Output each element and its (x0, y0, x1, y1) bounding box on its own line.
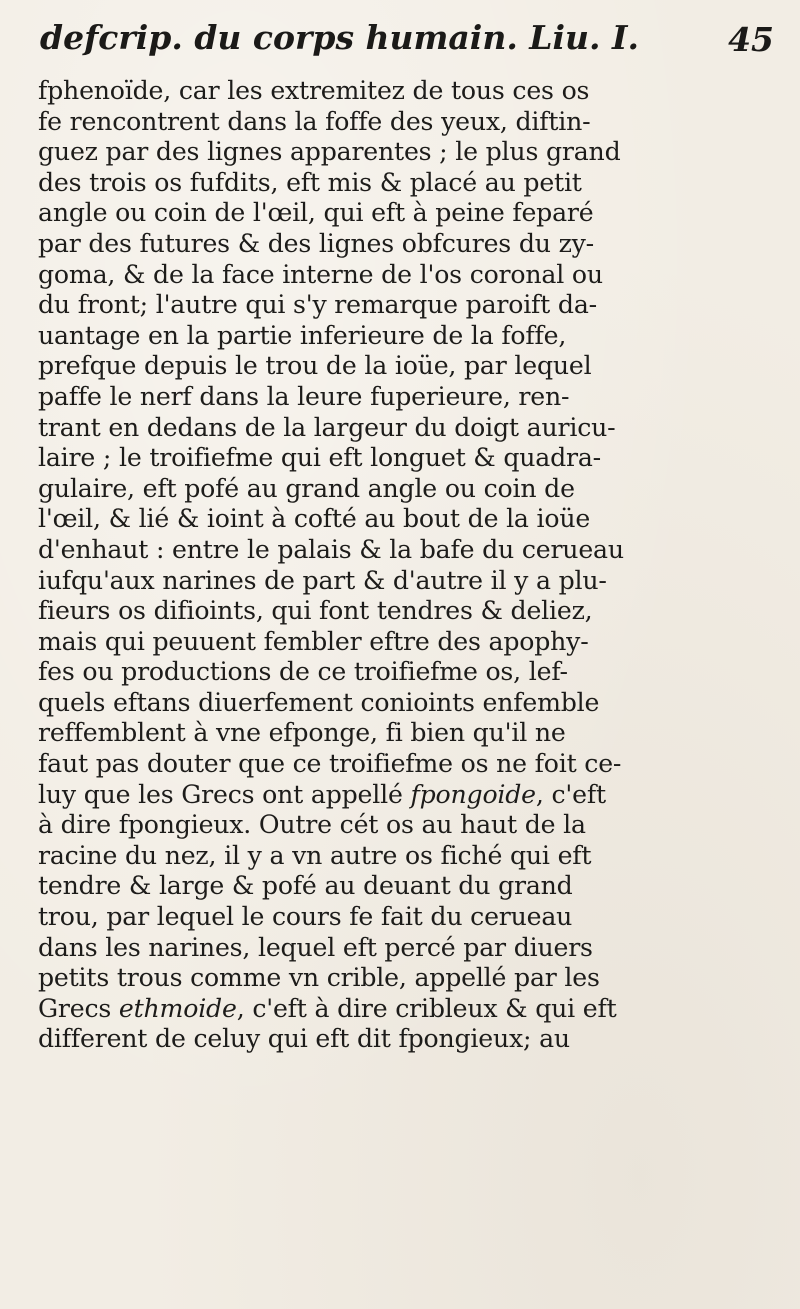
italic-term: fpongoide (410, 779, 536, 809)
text-line (38, 1024, 773, 1055)
text-segment: petits trous comme vn crible, appellé par les (38, 963, 600, 993)
text-segment: dans les narines, lequel eft percé par diuers (38, 932, 593, 962)
text-line (38, 596, 773, 627)
text-segment: fphenoïde, car les extremitez de tous ces os (38, 76, 590, 105)
text-segment: gulaire, eft pofé au grand angle ou coin de (38, 473, 575, 503)
page-number: 45 (728, 20, 774, 59)
text-segment: racine du nez, il y a vn autre os fiché qui eft (38, 840, 592, 870)
text-line (38, 627, 773, 658)
text-segment: mais qui peuuent fembler eftre des apophy- (38, 626, 589, 656)
text-line (38, 351, 773, 382)
text-segment: d'enhaut : entre le palais & la bafe du cerueau (38, 534, 624, 564)
text-line (38, 871, 773, 902)
text-line (38, 382, 773, 413)
text-segment: angle ou coin de l'œil, qui eft à peine feparé (38, 198, 594, 228)
text-line (38, 137, 773, 168)
text-line (38, 566, 773, 597)
text-segment: fes ou productions de ce troifiefme os, lef- (38, 657, 568, 687)
text-line (38, 902, 773, 933)
text-line (38, 841, 773, 872)
text-line (38, 443, 773, 474)
text-segment: fieurs os difioints, qui font tendres & deliez, (38, 596, 593, 626)
text-line (38, 810, 773, 841)
text-segment: par des futures & des lignes obfcures du zy- (38, 228, 594, 258)
text-segment: paffe le nerf dans la leure fuperieure, ren- (38, 381, 570, 411)
body-text (38, 76, 773, 1055)
text-line (38, 504, 773, 535)
text-segment: trou, par lequel le cours fe fait du cerueau (38, 902, 573, 932)
text-segment: des trois os fufdits, eft mis & placé au petit (38, 167, 582, 197)
text-line (38, 321, 773, 352)
text-segment: , c'eft à dire cribleux & qui eft (236, 993, 617, 1023)
text-line (38, 718, 773, 749)
text-line (38, 963, 773, 994)
running-head-title: defcrip. du corps humain. Liu. I. (40, 18, 639, 57)
text-line (38, 76, 773, 107)
text-segment: l'œil, & lié & ioint à cofté au bout de la ioüe (38, 504, 591, 534)
text-segment: fe rencontrent dans la foffe des yeux, diftin- (38, 106, 591, 136)
text-line (38, 198, 773, 229)
text-segment: goma, & de la face interne de l'os coronal ou (38, 259, 603, 289)
text-line (38, 413, 773, 444)
text-line (38, 933, 773, 964)
text-segment: luy que les Grecs ont appellé (38, 779, 411, 809)
text-line (38, 107, 773, 138)
text-line (38, 290, 773, 321)
text-segment: reffemblent à vne efponge, fi bien qu'il ne (38, 718, 566, 748)
text-line (38, 260, 773, 291)
text-segment: à dire fpongieux. Outre cét os au haut de la (38, 810, 586, 840)
text-segment: guez par des lignes apparentes ; le plus grand (38, 137, 621, 167)
text-segment: trant en dedans de la largeur du doigt auricu- (38, 412, 616, 442)
text-segment: du front; l'autre qui s'y remarque paroift da- (38, 290, 597, 320)
text-line (38, 688, 773, 719)
text-segment: different de celuy qui eft dit fpongieux; au (38, 1024, 570, 1054)
text-line (38, 168, 773, 199)
text-line (38, 229, 773, 260)
text-segment: tendre & large & pofé au deuant du grand (38, 871, 573, 901)
text-line (38, 749, 773, 780)
text-segment: quels eftans diuerfement conioints enfemble (38, 687, 600, 717)
text-line (38, 994, 773, 1025)
text-line (38, 474, 773, 505)
text-segment: uantage en la partie inferieure de la foffe, (38, 320, 567, 350)
text-segment: iufqu'aux narines de part & d'autre il y a plu- (38, 565, 607, 595)
text-segment: laire ; le troifiefme qui eft longuet & quadra- (38, 443, 601, 473)
running-head (40, 14, 780, 74)
italic-term: ethmoide (118, 993, 237, 1023)
text-line (38, 780, 773, 811)
text-segment: faut pas douter que ce troifiefme os ne foit ce- (38, 749, 622, 779)
text-segment: Grecs (38, 993, 119, 1023)
text-line (38, 657, 773, 688)
text-segment: , c'eft (535, 779, 606, 809)
text-line (38, 535, 773, 566)
text-segment: prefque depuis le trou de la ioüe, par lequel (38, 351, 592, 381)
